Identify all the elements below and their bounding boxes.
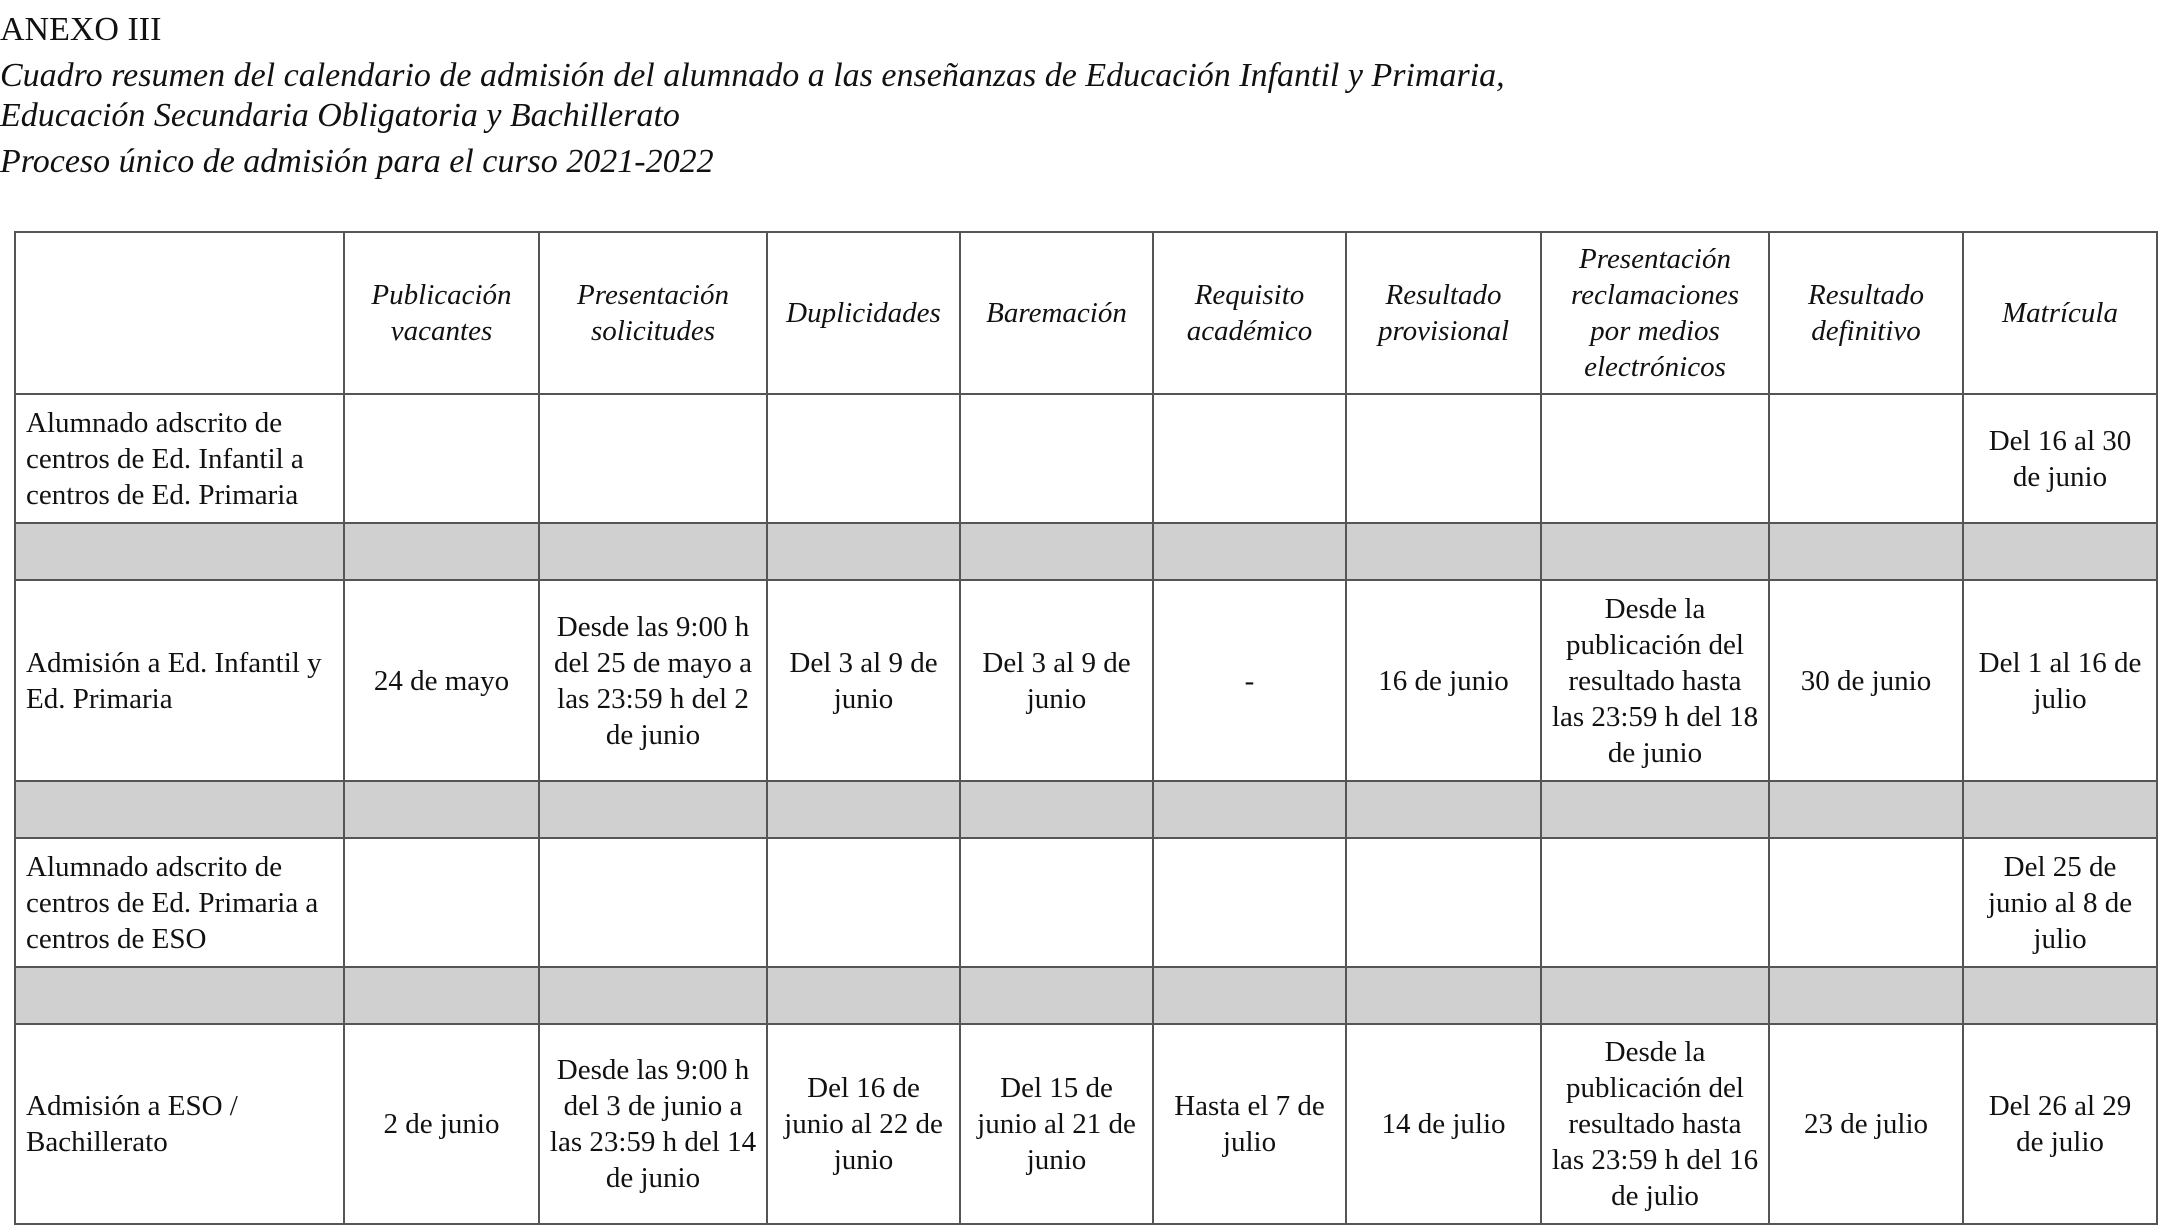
table-cell: Desde las 9:00 h del 25 de mayo a las 23:59 h del 2 de junio [539, 580, 767, 781]
table-cell: Hasta el 7 de julio [1153, 1024, 1346, 1224]
table-cell [1541, 394, 1769, 523]
separator-cell [1153, 967, 1346, 1024]
subtitle-line-1: Cuadro resumen del calendario de admisión del alumnado a las enseñanzas de Educación Infantil y Primaria, [0, 57, 1505, 94]
row-label: Admisión a ESO / Bachillerato [15, 1024, 344, 1224]
separator-row [15, 967, 2157, 1024]
table-cell [344, 394, 539, 523]
separator-cell [1346, 967, 1541, 1024]
table-cell [1153, 394, 1346, 523]
separator-cell [767, 781, 960, 838]
header-publicacion-vacantes: Publicación vacantes [344, 232, 539, 394]
table-cell: Del 3 al 9 de junio [767, 580, 960, 781]
separator-cell [1541, 967, 1769, 1024]
table-cell [1769, 394, 1963, 523]
table-cell [1346, 838, 1541, 967]
separator-cell [1769, 967, 1963, 1024]
subtitle-line-2: Educación Secundaria Obligatoria y Bachillerato [0, 97, 680, 134]
table-cell: - [1153, 580, 1346, 781]
table-cell: 23 de julio [1769, 1024, 1963, 1224]
table-cell [344, 838, 539, 967]
table-row [15, 1024, 2157, 1224]
separator-cell [539, 967, 767, 1024]
separator-cell [15, 523, 344, 580]
header-row [15, 232, 2157, 394]
separator-cell [1346, 523, 1541, 580]
table-cell: Desde la publicación del resultado hasta las 23:59 h del 16 de julio [1541, 1024, 1769, 1224]
admission-calendar-table [14, 231, 2158, 1225]
separator-cell [1769, 781, 1963, 838]
separator-cell [1346, 781, 1541, 838]
header-presentacion-reclamaciones: Presentación reclamaciones por medios electrónicos [1541, 232, 1769, 394]
table-cell [1541, 838, 1769, 967]
header-cell-empty [15, 232, 344, 394]
header-resultado-provisional: Resultado provisional [1346, 232, 1541, 394]
table-cell: Del 3 al 9 de junio [960, 580, 1153, 781]
table-cell [960, 838, 1153, 967]
row-label: Admisión a Ed. Infantil y Ed. Primaria [15, 580, 344, 781]
header-matricula: Matrícula [1963, 232, 2157, 394]
separator-row [15, 781, 2157, 838]
header-presentacion-solicitudes: Presentación solicitudes [539, 232, 767, 394]
separator-cell [539, 523, 767, 580]
table-cell: Del 16 de junio al 22 de junio [767, 1024, 960, 1224]
separator-cell [767, 967, 960, 1024]
table-row [15, 580, 2157, 781]
table-cell: Del 16 al 30 de junio [1963, 394, 2157, 523]
separator-cell [15, 967, 344, 1024]
table-cell [767, 394, 960, 523]
table-cell: 30 de junio [1769, 580, 1963, 781]
separator-cell [344, 967, 539, 1024]
table-cell [960, 394, 1153, 523]
header-duplicidades: Duplicidades [767, 232, 960, 394]
table-cell: 14 de julio [1346, 1024, 1541, 1224]
table-row [15, 394, 2157, 523]
table-cell [539, 394, 767, 523]
table-cell [1153, 838, 1346, 967]
table-cell [539, 838, 767, 967]
header-requisito-academico: Requisito académico [1153, 232, 1346, 394]
row-label: Alumnado adscrito de centros de Ed. Infantil a centros de Ed. Primaria [15, 394, 344, 523]
separator-cell [960, 523, 1153, 580]
separator-cell [1769, 523, 1963, 580]
table-cell [767, 838, 960, 967]
table-row [15, 838, 2157, 967]
table-cell: Desde las 9:00 h del 3 de junio a las 23:59 h del 14 de junio [539, 1024, 767, 1224]
separator-cell [767, 523, 960, 580]
separator-cell [1541, 523, 1769, 580]
row-label: Alumnado adscrito de centros de Ed. Primaria a centros de ESO [15, 838, 344, 967]
table-cell: 16 de junio [1346, 580, 1541, 781]
separator-cell [539, 781, 767, 838]
table-cell: Del 15 de junio al 21 de junio [960, 1024, 1153, 1224]
table-cell: 24 de mayo [344, 580, 539, 781]
table-cell: Del 1 al 16 de julio [1963, 580, 2157, 781]
separator-cell [1963, 781, 2157, 838]
separator-cell [1541, 781, 1769, 838]
table-cell: 2 de junio [344, 1024, 539, 1224]
table-cell [1769, 838, 1963, 967]
separator-cell [344, 523, 539, 580]
subtitle-line-3: Proceso único de admisión para el curso 2021-2022 [0, 143, 714, 180]
table-cell [1346, 394, 1541, 523]
table-cell: Del 26 al 29 de julio [1963, 1024, 2157, 1224]
header-resultado-definitivo: Resultado definitivo [1769, 232, 1963, 394]
separator-cell [960, 967, 1153, 1024]
separator-cell [960, 781, 1153, 838]
separator-cell [1963, 967, 2157, 1024]
separator-cell [1153, 781, 1346, 838]
separator-cell [15, 781, 344, 838]
separator-cell [344, 781, 539, 838]
table-cell: Del 25 de junio al 8 de julio [1963, 838, 2157, 967]
annex-title: ANEXO III [0, 11, 162, 48]
separator-cell [1963, 523, 2157, 580]
separator-cell [1153, 523, 1346, 580]
separator-row [15, 523, 2157, 580]
table-cell: Desde la publicación del resultado hasta las 23:59 h del 18 de junio [1541, 580, 1769, 781]
header-baremacion: Baremación [960, 232, 1153, 394]
